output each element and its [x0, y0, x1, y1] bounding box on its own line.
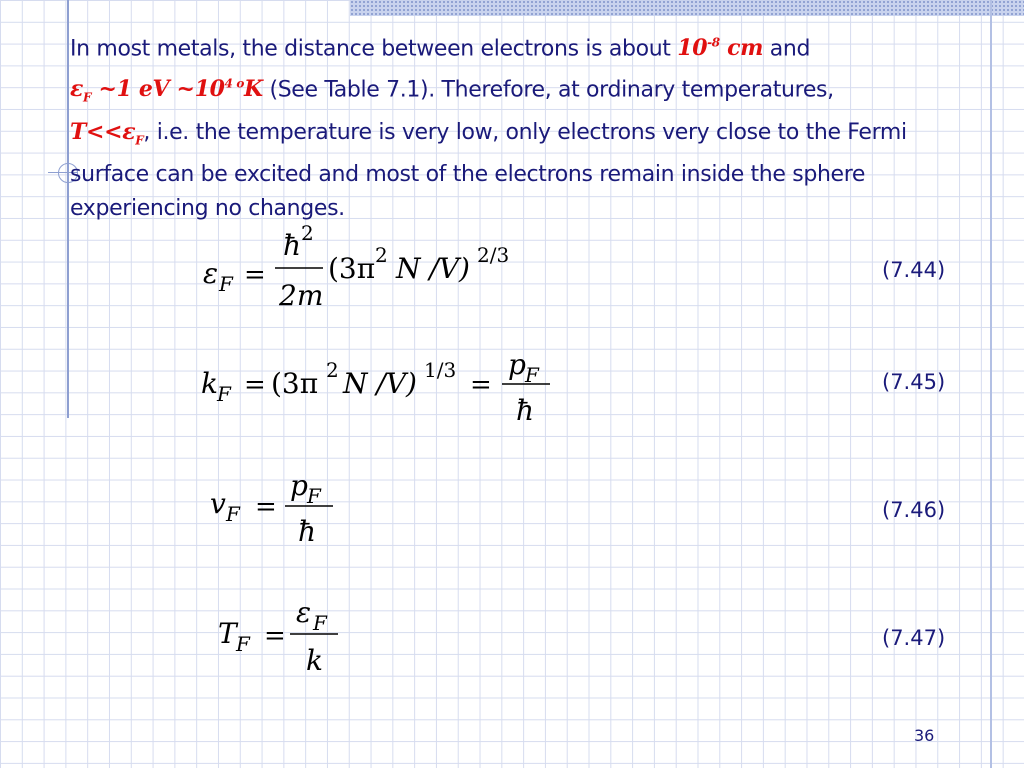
eq-denominator: ħ	[516, 394, 535, 427]
eq-numerator: p	[508, 348, 526, 381]
eq-lhs-subscript: F	[226, 502, 240, 526]
equation-7-46	[210, 469, 333, 548]
eq-paren-body: N /V)	[396, 252, 470, 285]
eq-equals-second: =	[470, 370, 492, 400]
eq-denominator: k	[306, 644, 323, 677]
distance-value: $10^{-8}$ cm	[677, 35, 764, 62]
eq-lhs-subscript: F	[219, 272, 233, 296]
eq-equals: =	[255, 492, 277, 522]
equation-number-7-46: (7.46)	[882, 498, 946, 522]
eq-numerator: p	[290, 469, 308, 502]
eq-paren-open: (3π	[328, 252, 376, 285]
temperature-condition: $T<<\varepsilon_F$	[70, 119, 144, 148]
fermi-energy-estimate: $\varepsilon_F$ ~1 eV $\sim 10^4$ $^o$K	[70, 76, 263, 105]
eq-paren-body: N /V)	[343, 367, 417, 400]
eq-numerator: ħ	[283, 229, 302, 262]
eq-lhs-symbol: k	[201, 367, 218, 400]
eq-lhs-subscript: F	[217, 382, 231, 406]
eq-numerator: ε	[296, 596, 312, 629]
equation-number-7-44: (7.44)	[882, 258, 946, 282]
slide-number: 36	[914, 726, 935, 745]
eq-lhs-subscript: F	[236, 632, 250, 656]
eq-equals: =	[264, 621, 286, 651]
text-segment: , i.e. the temperature is very low, only electrons very close to the Fermi surface can be excited and most of the electrons remain inside the sphere experiencing no changes.	[70, 120, 907, 222]
equation-number-7-47: (7.47)	[882, 626, 946, 650]
eq-numerator-subscript: F	[525, 363, 539, 387]
eq-outer-exponent: 2/3	[477, 243, 510, 267]
eq-numerator-subscript: F	[313, 611, 327, 635]
text-segment: (See Table 7.1). Therefore, at ordinary temperatures,	[262, 77, 834, 103]
equation-number-7-45: (7.45)	[882, 370, 946, 394]
eq-denominator: ħ	[298, 515, 317, 548]
eq-outer-exponent: 1/3	[424, 358, 457, 382]
eq-lhs-symbol: T	[218, 617, 237, 650]
eq-numerator-subscript: F	[307, 484, 321, 508]
eq-pi-exponent: 2	[326, 358, 339, 382]
text-segment: In most metals, the distance between electrons is about	[70, 36, 678, 62]
eq-paren-open: (3π	[271, 367, 319, 400]
eq-lhs-symbol: v	[210, 487, 226, 520]
text-segment: and	[763, 36, 811, 62]
equation-7-44	[203, 221, 509, 312]
eq-denominator: 2m	[279, 279, 324, 312]
equation-7-47	[218, 596, 338, 677]
eq-numerator-exponent: 2	[301, 221, 314, 245]
eq-equals: =	[244, 260, 266, 290]
eq-equals: =	[244, 370, 266, 400]
equation-7-45	[201, 348, 550, 427]
eq-lhs-symbol: ε	[203, 257, 219, 290]
eq-pi-exponent: 2	[375, 243, 388, 267]
